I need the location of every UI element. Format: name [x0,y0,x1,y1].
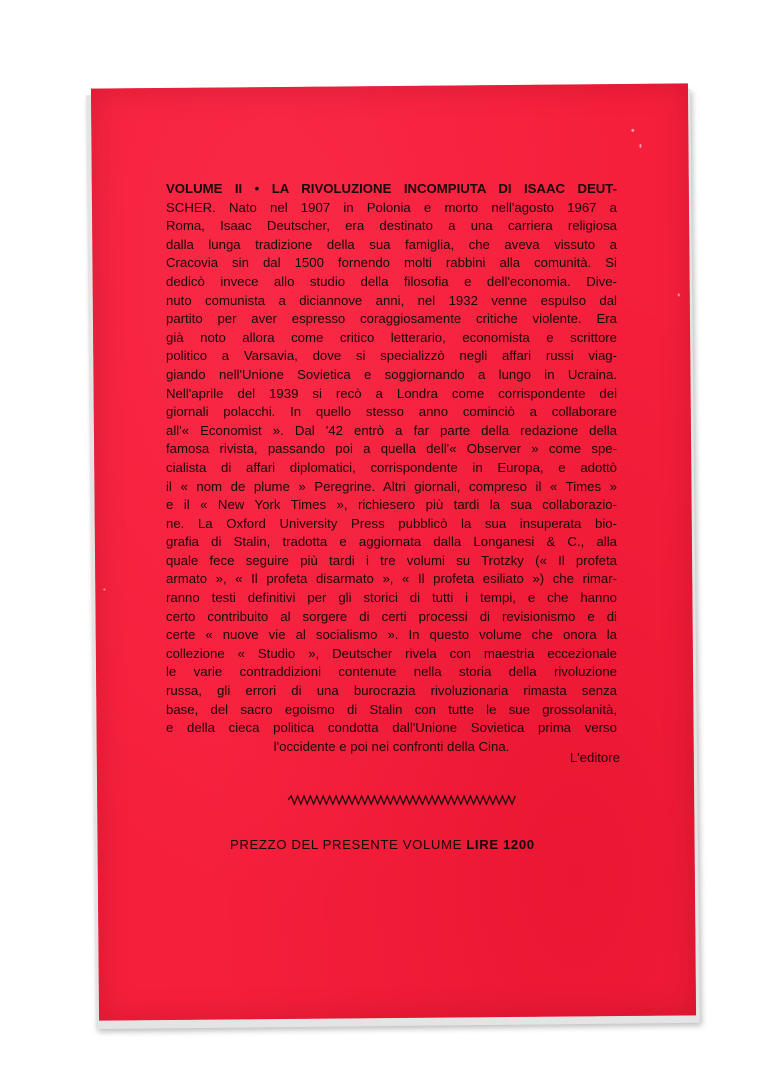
blurb-line: Roma, Isaac Deutscher, era destinato a una carriera religiosa [166,218,617,234]
publisher-signature: L'editore [569,750,620,765]
blurb-line: SCHER. Nato nel 1907 in Polonia e morto nell'agosto 1967 a [166,199,617,215]
blurb-line: e della cieca politica condotta dall'Unione Sovietica prima verso [166,720,617,736]
price-amount: LIRE 1200 [466,837,535,852]
blurb-line: e il « New York Times », richiesero più tardi la sua collaborazio- [166,497,617,513]
decorative-squiggle-divider [288,793,516,807]
blurb-line: dalla lunga tradizione della sua famiglia, che aveva vissuto a [166,236,617,252]
blurb-line: già noto allora come critico letterario, economista e scrittore [166,329,617,345]
blurb-line: famosa rivista, passando poi a quella dell'« Observer » come spe- [166,441,617,457]
blurb-line: grafia di Stalin, tradotta e aggiornata dalla Longanesi & C., alla [166,534,617,550]
cover-wear-mark [639,144,641,148]
blurb-line: politico a Varsavia, dove si specializzò negli affari russi viag- [166,348,617,364]
blurb-line: Cracovia sin dal 1500 fornendo molti rabbini alla comunità. Si [166,255,617,271]
blurb-line: dedicò invece allo studio della filosofia e dell'economia. Dive- [166,273,617,289]
cover-wear-mark [631,129,634,132]
blurb-line: cialista di affari diplomatici, corrispondente in Europa, e adottò [166,459,617,475]
blurb-line: base, del sacro egoismo di Stalin con tutte le sue grossolanità, [166,701,617,717]
blurb-line: certe « nuove vie al socialismo ». In questo volume che onora la [166,627,617,643]
blurb-line: russa, gli errori di una burocrazia rivoluzionaria rimasta senza [166,683,617,699]
blurb-line: VOLUME II • LA RIVOLUZIONE INCOMPIUTA DI ISAAC DEUT- [166,181,617,196]
blurb-line: collezione « Studio », Deutscher rivela con maestria eccezionale [166,645,617,661]
price-label: PREZZO DEL PRESENTE VOLUME [230,837,463,852]
blurb-line: nuto comunista a diciannove anni, nel 1932 venne espulso dal [166,292,617,308]
blurb-line: l'occidente e poi nei confronti della Cina. [273,738,510,754]
blurb-line: armato », « Il profeta disarmato », « Il profeta esiliato ») che rimar- [166,571,617,587]
blurb-line: Nell'aprile del 1939 si recò a Londra come corrispondente dei [166,385,617,401]
blurb-line: certo contribuito al sorgere di certi processi di revisionismo e di [166,608,617,624]
blurb-line: giando nell'Unione Sovietica e soggiornando a lungo in Ucraina. [166,366,617,382]
blurb-line: le varie contraddizioni contenute nella storia della rivoluzione [166,664,617,680]
blurb-line: giornali polacchi. In quello stesso anno cominciò a collaborare [166,404,617,420]
blurb-line: quale fece seguire più tardi i tre volumi su Trotzky (« Il profeta [166,552,617,568]
blurb-line: all'« Economist ». Dal '42 entrò a far parte della redazione della [166,422,617,438]
cover-wear-mark [678,293,680,296]
cover-wear-mark [103,589,105,591]
blurb-line: ranno testi definitivi per gli storici di tutti i tempi, e che hanno [166,590,617,606]
blurb-text [166,180,617,756]
blurb-line: ne. La Oxford University Press pubblicò la sua insuperata bio- [166,515,617,531]
price-line [230,837,570,852]
blurb-line: partito per aver espresso coraggiosamente critiche violente. Era [166,311,617,327]
blurb-line: il « nom de plume » Peregrine. Altri giornali, compreso il « Times » [166,478,617,494]
